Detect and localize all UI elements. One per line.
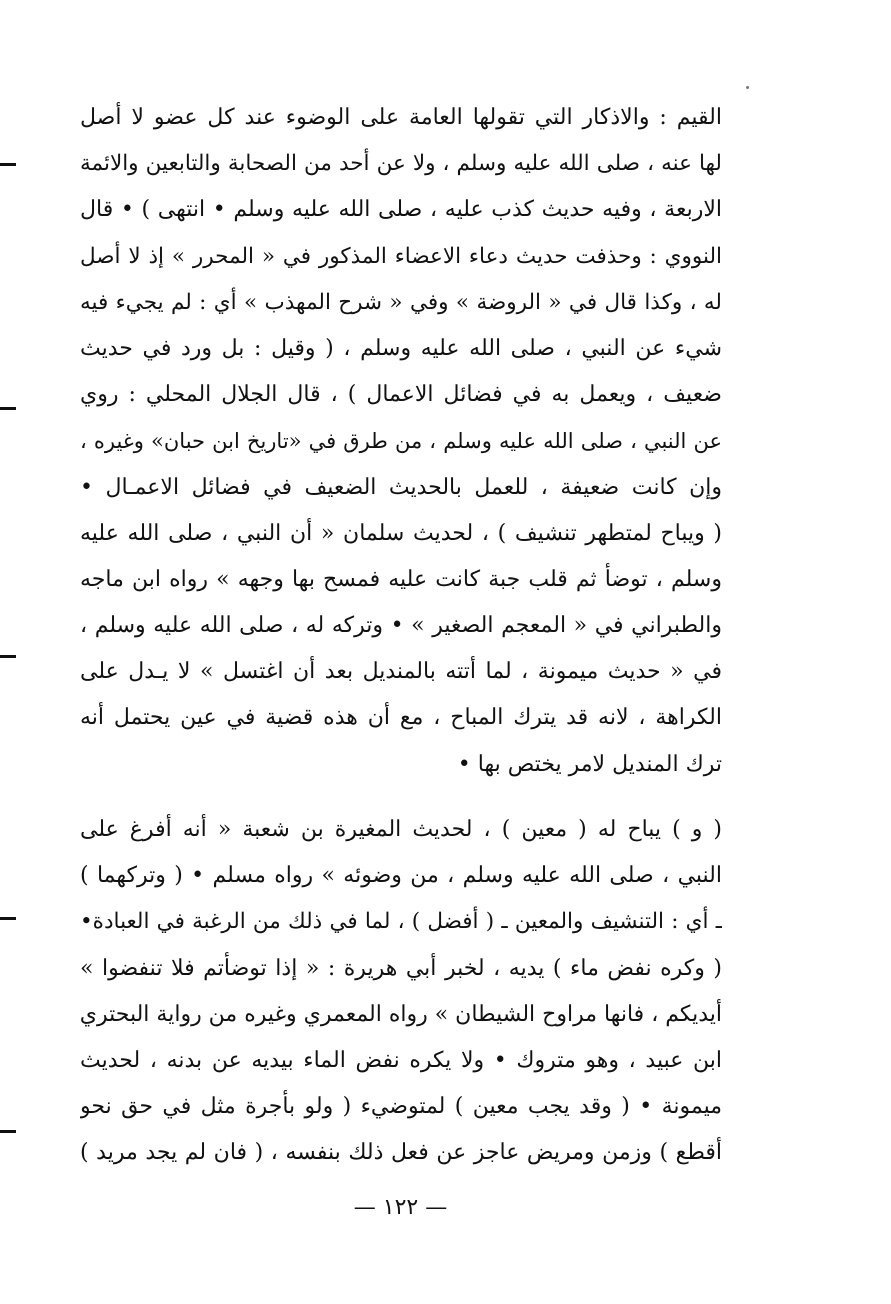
text-line: لها عنه ، صلى الله عليه وسلم ، ولا عن أحد من الصحابة والتابعين والائمة	[80, 151, 722, 177]
text-line: ـ أي : التنشيف والمعين ـ ( أفضل ) ، لما في ذلك من الرغبة في العبادة•	[80, 909, 722, 935]
text-line: والطبراني في « المعجم الصغير » • وتركه له ، صلى الله عليه وسلم ،	[80, 613, 722, 639]
text-line: الاربعة ، وفيه حديث كذب عليه ، صلى الله عليه وسلم • انتهى ) • قال	[80, 197, 722, 223]
margin-mark	[0, 655, 16, 658]
text-line: القيم : والاذكار التي تقولها العامة على الوضوء عند كل عضو لا أصل	[80, 105, 722, 130]
text-line: في « حديث ميمونة ، لما أتته بالمنديل بعد أن اغتسل » لا يـدل على	[80, 659, 722, 685]
text-line: عن النبي ، صلى الله عليه وسلم ، من طرق في «تاريخ ابن حبان» وغيره ،	[80, 429, 722, 454]
text-line: ( و ) يباح له ( معين ) ، لحديث المغيرة بن شعبة « أنه أفرغ على	[80, 817, 722, 842]
text-line: ترك المنديل لامر يختص بها •	[457, 751, 722, 777]
text-line: شيء عن النبي ، صلى الله عليه وسلم ، ( وقيل : بل ورد في حديث	[80, 335, 722, 361]
margin-mark	[0, 917, 16, 920]
text-line: الكراهة ، لانه قد يترك المباح ، مع أن هذه قضية في عين يحتمل أنه	[80, 705, 722, 731]
paragraph-1	[80, 95, 722, 788]
margin-mark	[0, 1130, 16, 1133]
text-line: ابن عبيد ، وهو متروك • ولا يكره نفض الماء بيديه عن بدنه ، لحديث	[80, 1047, 722, 1073]
text-line: النووي : وحذفت حديث دعاء الاعضاء المذكور في « المحرر » إذ لا أصل	[80, 243, 722, 269]
paper-speck	[746, 86, 749, 89]
text-line: له ، وكذا قال في « الروضة » وفي « شرح المهذب » أي : لم يجيء فيه	[80, 289, 722, 315]
text-line: ضعيف ، ويعمل به في فضائل الاعمال ) ، قال الجلال المحلي : روي	[80, 382, 722, 408]
margin-mark	[0, 407, 16, 410]
text-line: وإن كانت ضعيفة ، للعمل بالحديث الضعيف في فضائل الاعمـال •	[80, 474, 722, 500]
text-line: النبي ، صلى الله عليه وسلم ، من وضوئه » رواه مسلم • ( وتركهما )	[80, 863, 722, 889]
text-line: أيديكم ، فانها مراوح الشيطان » رواه المعمري وغيره من رواية البحتري	[80, 1001, 722, 1027]
text-line: وسلم ، توضأ ثم قلب جبة كانت عليه فمسح بها وجهه » رواه ابن ماجه	[80, 566, 722, 592]
page-number: — ١٢٢ —	[353, 1195, 448, 1220]
text-line: أقطع ) وزمن ومريض عاجز عن فعل ذلك بنفسه ، ( فان لم يجد مريد )	[80, 1140, 722, 1166]
paragraph-2	[80, 807, 722, 1177]
text-line: ( ويباح لمتطهر تنشيف ) ، لحديث سلمان « أن النبي ، صلى الله عليه	[80, 520, 722, 546]
text-line: ميمونة • ( وقد يجب معين ) لمتوضيء ( ولو بأجرة مثل في حق نحو	[80, 1094, 722, 1120]
text-line: ( وكره نفض ماء ) يديه ، لخبر أبي هريرة : « إذا توضأتم فلا تنفضوا »	[80, 955, 722, 981]
margin-mark	[0, 163, 16, 166]
